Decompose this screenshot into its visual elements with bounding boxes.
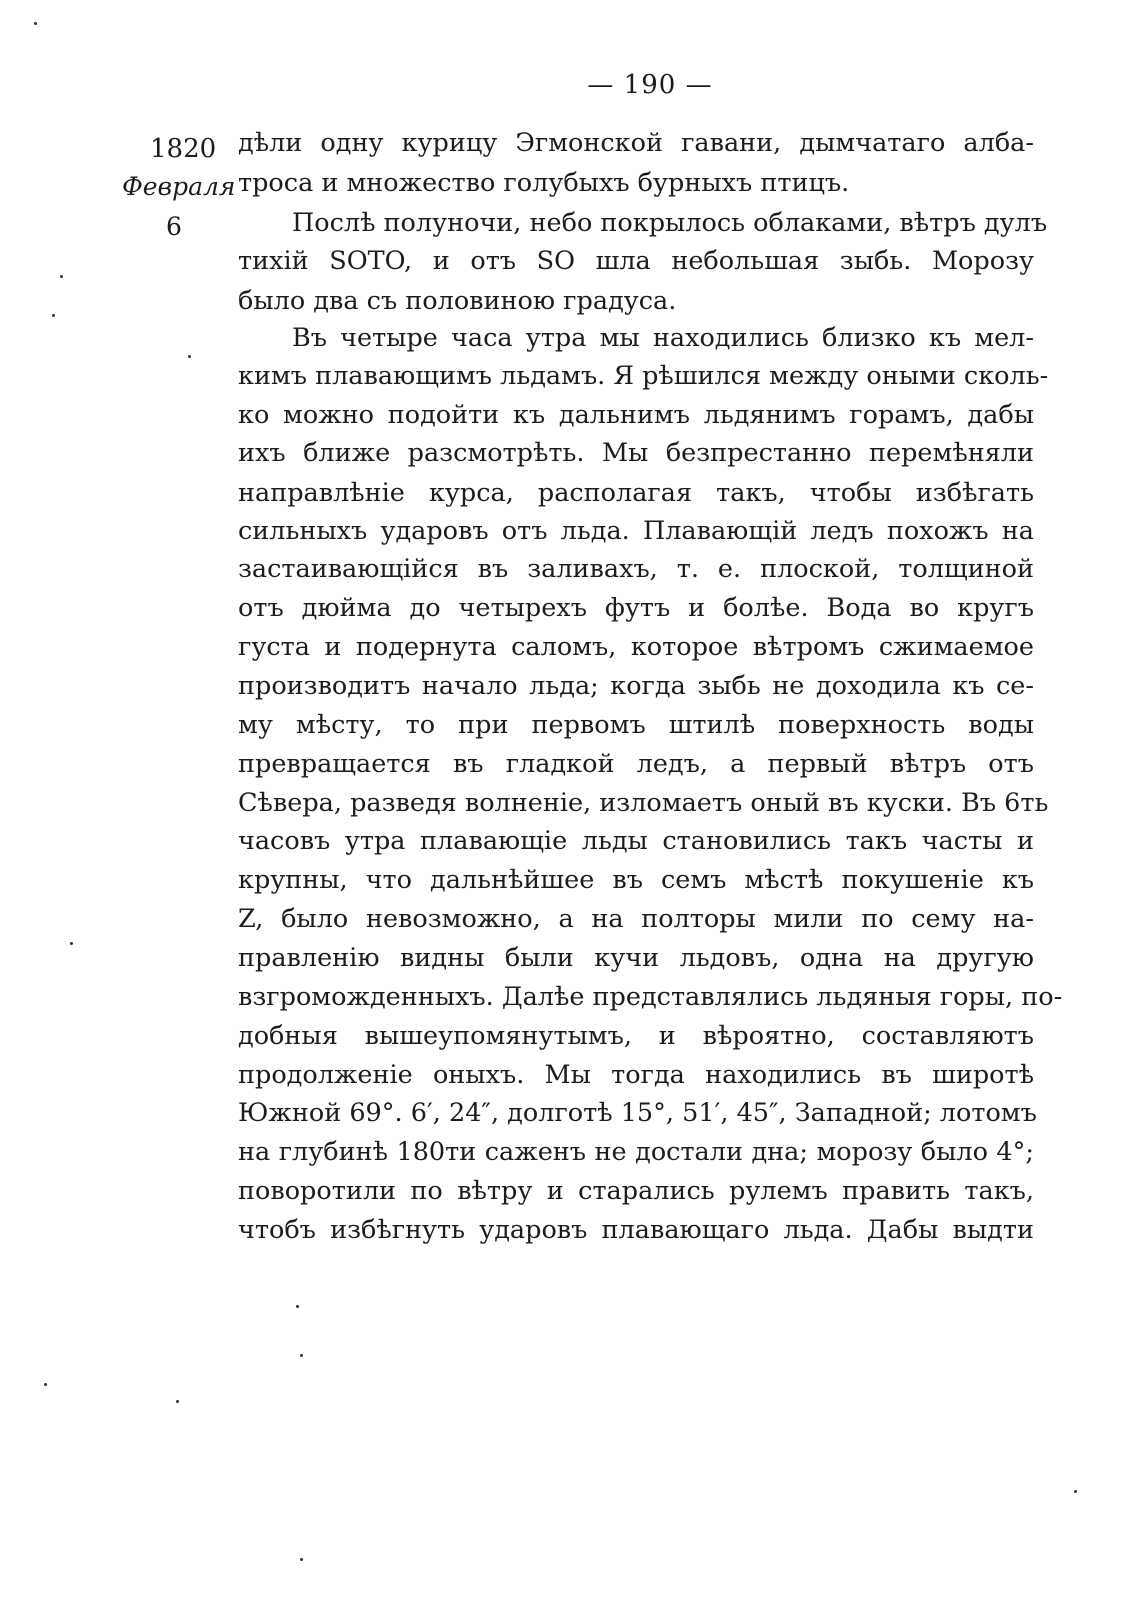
text-line: взгроможденныхъ. Далѣе представлялись льдяныя горы, по- xyxy=(238,982,1063,1012)
scan-speck xyxy=(60,275,63,278)
scan-speck xyxy=(1074,1490,1077,1493)
scan-speck xyxy=(300,1558,303,1561)
text-line: поворотили по вѣтру и старались рулемъ править такъ, xyxy=(238,1176,1034,1206)
text-line: правленію видны были кучи льдовъ, одна на другую xyxy=(238,943,1034,973)
text-line: сильныхъ ударовъ отъ льда. Плавающій ледъ похожъ на xyxy=(238,516,1034,546)
text-line: му мѣсту, то при первомъ штилѣ поверхность воды xyxy=(238,710,1034,740)
text-line: Z, было невозможно, а на полторы мили по сему на- xyxy=(238,904,1034,934)
scan-speck xyxy=(52,314,55,317)
text-line: было два съ половиною градуса. xyxy=(238,286,677,316)
text-line: застаивающійся въ заливахъ, т. е. плоской, толщиной xyxy=(238,554,1034,584)
text-line: Сѣвера, разведя волненіе, изломаетъ оный въ куски. Въ 6ть xyxy=(238,788,1049,818)
scan-speck xyxy=(34,22,37,25)
scan-speck xyxy=(176,1400,179,1403)
paragraph-start-line: Въ четыре часа утра мы находились близко къ мел- xyxy=(292,323,1034,353)
text-line: производитъ начало льда; когда зыбь не доходила къ се- xyxy=(238,671,1034,701)
scan-speck xyxy=(44,1383,47,1386)
paragraph-start-line: Послѣ полуночи, небо покрылось облаками, вѣтръ дулъ xyxy=(292,208,1048,238)
scan-speck xyxy=(296,1305,299,1308)
text-line: превращается въ гладкой ледъ, а первый вѣтръ отъ xyxy=(238,749,1034,779)
text-line: кимъ плавающимъ льдамъ. Я рѣшился между оными сколь- xyxy=(238,361,1049,391)
text-line: добныя вышеупомянутымъ, и вѣроятно, составляютъ xyxy=(238,1021,1034,1051)
margin-note-month: Февраля xyxy=(122,172,236,201)
scan-speck xyxy=(188,355,191,358)
text-line: продолженіе оныхъ. Мы тогда находились въ широтѣ xyxy=(238,1060,1034,1090)
text-line: густа и подернута саломъ, которое вѣтромъ сжимаемое xyxy=(238,632,1034,662)
margin-note-year: 1820 xyxy=(150,134,217,164)
margin-note-day: 6 xyxy=(166,212,182,241)
text-line: крупны, что дальнѣйшее въ семъ мѣстѣ покушеніе къ xyxy=(238,865,1034,895)
text-line: на глубинѣ 180ти саженъ не достали дна; морозу было 4°; xyxy=(238,1137,1034,1167)
page-number: — 190 — xyxy=(587,70,713,100)
scan-speck xyxy=(300,1354,303,1357)
text-line: ихъ ближе разсмотрѣть. Мы безпрестанно перемѣняли xyxy=(238,438,1034,468)
text-line: дѣли одну курицу Эгмонской гавани, дымчатаго алба- xyxy=(238,128,1034,158)
text-line: направлѣніе курса, располагая такъ, чтобы избѣгать xyxy=(238,478,1034,508)
text-line: троса и множество голубыхъ бурныхъ птицъ. xyxy=(238,168,850,198)
text-line: ко можно подойти къ дальнимъ льдянимъ горамъ, дабы xyxy=(238,400,1034,430)
scan-speck xyxy=(70,942,73,945)
text-line: Южной 69°. 6′, 24″, долготѣ 15°, 51′, 45″, Западной; лотомъ xyxy=(238,1098,1037,1128)
text-line: чтобъ избѣгнуть ударовъ плавающаго льда. Дабы выдти xyxy=(238,1215,1034,1245)
text-line: часовъ утра плавающіе льды становились такъ часты и xyxy=(238,826,1034,856)
text-line: тихій SOTO, и отъ SO шла небольшая зыбь. Морозу xyxy=(238,246,1034,276)
text-line: отъ дюйма до четырехъ футъ и болѣе. Вода во кругъ xyxy=(238,593,1034,623)
